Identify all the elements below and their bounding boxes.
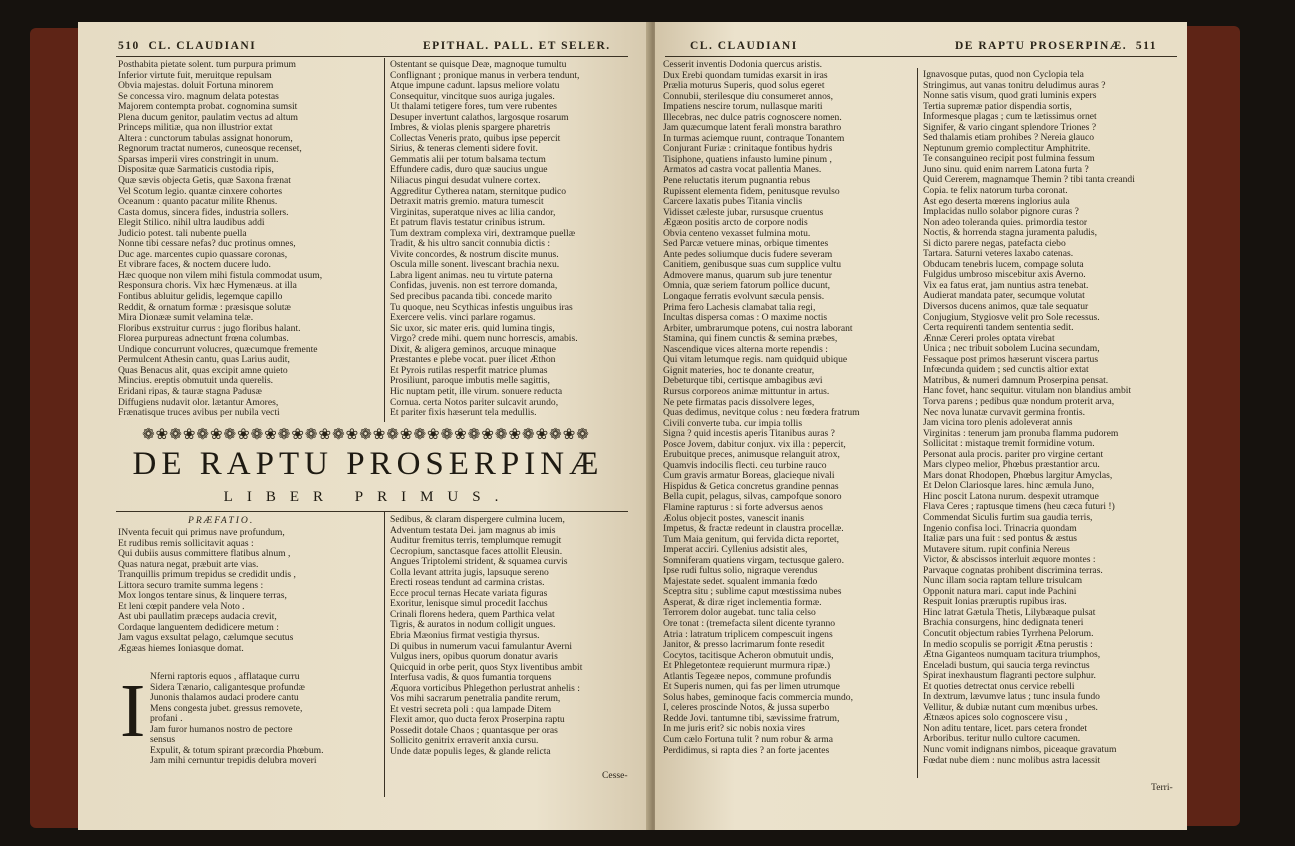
decorative-ornament-band: ❁❀❁❀❁❀❁❀❁❀❁❀❁❀❁❀❁❀❁❀❁❀❁❀❁❀❁❀❁❀❁❀❁: [142, 427, 590, 443]
left-column-divider-top: [384, 58, 385, 422]
verse-line: Enceladi bustum, qui saucia terga revinctus: [923, 659, 1090, 671]
verse-line: Signa ? quid incestis aperis Titanibus auras ?: [663, 428, 835, 440]
verse-line: Jam furor humanos nostro de pectore: [150, 723, 293, 735]
verse-line: Omnia, quæ seriem fatorum pollice ducunt,: [663, 280, 831, 292]
verse-line: Vix ea fatus erat, jam nuntius astra tenebat.: [923, 279, 1089, 291]
verse-line: Infœcunda quidem ; sed cunctis altior extat: [923, 364, 1089, 376]
left-column-divider-bottom: [384, 512, 385, 797]
verse-line: Sceptra situ ; sublime caput mœstissima nubes: [663, 586, 842, 598]
verse-line: Sed precibus pacanda tibi. concede marito: [390, 291, 552, 303]
verse-line: Ne pete firmatas pacis dissolvere leges,: [663, 396, 815, 408]
verse-line: Non adeo toleranda quies. primordia testor: [923, 216, 1088, 228]
verse-line: Vivite concordes, & nostrum discite munus.: [390, 248, 559, 260]
verse-line: Respuit Ionias præruptis rupibus iras.: [923, 596, 1067, 608]
verse-line: Ægæon positis arcto de corpore nodis: [663, 217, 808, 229]
verse-line: Ast ego deserta mœrens inglorius aula: [923, 195, 1070, 207]
verse-line: Ipse rudi fultus solio, nigraque verendus: [663, 565, 818, 577]
verse-line: Concutit objectum rabies Tyrrhena Pelorum.: [923, 627, 1094, 639]
verse-line: Prima fero Lachesis clamabat talia regi,: [663, 301, 816, 313]
verse-line: Brachia consurgens, hinc dedignata teneri: [923, 617, 1084, 629]
verse-line: Signifer, & vario cingant splendore Triones ?: [923, 121, 1097, 133]
verse-line: Mutavere situm. rupit confinia Nereus: [923, 543, 1070, 555]
verse-line: Arbiter, umbrarumque potens, cui nostra laborant: [663, 322, 853, 334]
verse-line: Tradit, & his ultro sancit connubia dictis :: [390, 238, 551, 250]
verse-line: Sollicito genitrix erraverit anxia cursu.: [390, 735, 539, 747]
verse-line: Erecti roseas tendunt ad carmina cristas.: [390, 577, 545, 589]
verse-line: Quicquid in orbe perit, quos Styx liventibus ambit: [390, 661, 583, 673]
verse-line: Sparsas imperii vires constringit in unum.: [118, 153, 279, 165]
verse-line: Permulcent Athesin cantu, quas Larius audit,: [118, 354, 290, 366]
verse-line: Mars donat Rhodopen, Phœbus largitur Amyclas,: [923, 469, 1113, 481]
verse-line: Solus habes, geminoque facis commercia mundo,: [663, 691, 853, 703]
verse-line: Nunc illam socia raptam tellure trisulcam: [923, 575, 1083, 587]
verse-line: Ast ubi paullatim præceps audacia crevit,: [118, 611, 277, 623]
verse-line: Virginitas, superatque nives ac lilia candor,: [390, 206, 556, 218]
verse-line: Imperat acciri. Cyllenius adsistit ales,: [663, 544, 808, 556]
verse-line: Hæc quoque non vilem mihi fistula commodat usum,: [118, 269, 323, 281]
verse-line: Copia. te felix natorum turba coronat.: [923, 185, 1068, 197]
verse-line: Prælia moturus Superis, quod solus egeret: [663, 80, 825, 92]
verse-line: Ægæas hiemes Ioniasque domat.: [118, 643, 244, 655]
verse-line: Aggreditur Cytherea natam, sternitque pudico: [390, 185, 567, 197]
verse-line: Possedit dotale Chaos ; quantasque per oras: [390, 724, 558, 736]
right-column-divider: [917, 68, 918, 778]
verse-line: Mox longos tentare sinus, & linquere terras,: [118, 590, 287, 602]
verse-line: Informesque plagas ; cum te lætissimus ornet: [923, 111, 1097, 123]
verse-line: Casta domus, sincera fides, industria sollers.: [118, 206, 289, 218]
verse-line: Cornua. certa Notos pariter sulcavit arundo,: [390, 396, 559, 408]
verse-line: Hispidus & Getica concretus grandine pennas: [663, 480, 839, 492]
verse-line: Vel Scotum legio. quantæ cinxere cohortes: [118, 185, 283, 197]
verse-line: Cocytos, tacitisque Acheron obmutuit undis,: [663, 649, 834, 661]
verse-line: Neptunum gremio complectitur Amphitrite.: [923, 142, 1091, 154]
verse-line: Et vestri secreta poli : qua lampade Ditem: [390, 703, 552, 715]
verse-line: Unica ; nec tribuit sobolem Lucina secundam,: [923, 343, 1100, 355]
verse-line: Nascendique vices alterna morte rependis :: [663, 343, 828, 355]
verse-line: Expulit, & totum spirant præcordia Phœbum.: [150, 744, 324, 756]
verse-line: Asperat, & diræ riget inclementia formæ.: [663, 596, 822, 608]
verse-line: Sidera Tænario, caligantesque profundæ: [150, 681, 305, 693]
verse-line: Auditur fremitus terris, templumque remugit: [390, 535, 562, 547]
right-column-1: [663, 60, 915, 774]
left-page: [78, 22, 650, 830]
left-column-1: [118, 60, 380, 422]
left-catchword: Cesse-: [602, 770, 628, 781]
verse-line: Judicio potest. tali nubente puella: [118, 227, 247, 239]
verse-line: Se concessa viro. magnum delata potestas: [118, 90, 279, 102]
book-cover-edge-right: [1178, 26, 1240, 826]
verse-line: Littora securo tramite summa legens :: [118, 579, 264, 591]
verse-line: Quas natura negat, præbuit arte vias.: [118, 558, 259, 570]
verse-line: Gemmatis alii per totum balsama tectum: [390, 153, 546, 165]
verse-line: Opponit natura mari. caput inde Pachini: [923, 585, 1077, 597]
verse-line: Obducam tenebris lucem, compage soluta: [923, 258, 1084, 270]
verse-line: In medio scopulis se porrigit Ætna perustis :: [923, 638, 1093, 650]
verse-line: Ante pedes soliumque ducis fudere severam: [663, 248, 833, 260]
verse-line: INventa fecuit qui primus nave profundum,: [118, 528, 285, 538]
verse-line: Et vibrare faces, & noctem ducere ludo.: [118, 259, 271, 271]
verse-line: Tranquillis primum trepidus se credidit undis ,: [118, 569, 296, 581]
verse-line: Adventum testata Dei. jam magnus ab imis: [390, 524, 556, 536]
verse-line: Sollicitat : mistaque tremit formidine votum.: [923, 438, 1095, 450]
verse-line: Admovere manus, quarum sub jure tenentur: [663, 269, 832, 281]
verse-line: Præstantes e plebe vocat. puer ilicet Æthon: [390, 354, 556, 366]
right-running-head-author: CL. CLAUDIANI: [690, 40, 798, 52]
verse-line: Et rudibus remis sollicitavit aquas :: [118, 537, 254, 549]
verse-line: Stamina, qui finem cunctis & semina præbes,: [663, 333, 838, 345]
verse-line: Civili converte tuba. cur impia tollis: [663, 417, 803, 429]
verse-line: Ætna Giganteos numquam tacitura triumphos,: [923, 649, 1101, 661]
verse-line: Et Pyrois rutilas resperfit matrice plumas: [390, 364, 548, 376]
verse-line: Conflignant ; pronique manus in verbera tendunt,: [390, 69, 580, 81]
verse-line: Dux Erebi quondam tumidas exarsit in iras: [663, 69, 828, 81]
verse-line: Somniferam quatiens virgam, tectusque galero.: [663, 554, 844, 566]
verse-line: Virginitas : tenerum jam pronuba flamma pudorem: [923, 427, 1119, 439]
verse-line: Quæ sævis objecta Getis, quæ Saxona frænat: [118, 175, 291, 187]
verse-line: Vidisset cælestе jubar, rursusque cruentus: [663, 206, 824, 218]
verse-line: Tertia supremæ patior dispendia sortis,: [923, 100, 1072, 112]
verse-line: Tum Maia genitum, qui fervida dicta reportet,: [663, 533, 840, 545]
verse-line: Ecce procul ternas Hecate variata figuras: [390, 587, 548, 599]
verse-line: Rupissent elementa fidem, penitusque revulso: [663, 185, 840, 197]
verse-line: Tum dextram complexa viri, dextramque puellæ: [390, 227, 576, 239]
verse-line: Armatos ad castra vocat pallentia Manes.: [663, 164, 822, 176]
left-column-4: [390, 515, 640, 765]
verse-line: Dixit, & aligera geminos, arcuque minaque: [390, 343, 556, 355]
verse-line: Unde datæ populis leges, & glande relicta: [390, 746, 551, 758]
verse-line: Responsura choris. Vix hæc Hymenæus. at illa: [118, 280, 297, 292]
verse-line: Conjugium, Stygiosve velit pro Sole recessus.: [923, 311, 1100, 323]
verse-line: Nonne tibi cessare nefas? duc protinus omnes,: [118, 238, 296, 250]
verse-line: Eridani ripas, & tauræ stagna Padusæ: [118, 385, 262, 397]
verse-line: Personat aula procis. pariter pro virgine certant: [923, 448, 1104, 460]
verse-line: Italiæ pars una fuit : sed pontus & æstus: [923, 533, 1078, 545]
title-rule: [116, 511, 628, 512]
verse-line: Exoritur, lenisque simul procedit Iacchus: [390, 598, 548, 610]
verse-line: Florea purpureas adnectunt frœna columbas.: [118, 333, 289, 345]
verse-line: Qui vitam letumque regis. nam quidquid ubique: [663, 354, 848, 366]
verse-line: Janitor, & presso lacrimarum fonte resedit: [663, 639, 825, 651]
right-running-head: [955, 40, 1157, 52]
verse-line: Cecropium, sanctasque faces attollit Eleusin.: [390, 545, 563, 557]
verse-line: Noctis, & horrenda stagna juramenta paludis,: [923, 227, 1097, 239]
verse-line: Certa requirenti tandem sententia sedit.: [923, 322, 1074, 334]
verse-line: Hanc fovet, hanc sequitur. vitulam non blandius ambit: [923, 385, 1132, 397]
verse-line: Ignavosque putas, quod non Cyclopia tela: [923, 70, 1084, 80]
verse-line: Angues Triptolemi strident, & squamea curvis: [390, 556, 568, 568]
verse-line: Flava Ceres ; raptusque timens (heu cæca futuri !): [923, 501, 1115, 513]
verse-line: Ætnæos apices solo cognoscere visu ,: [923, 712, 1068, 724]
verse-line: Perdidimus, si rapta dies ? an forte jacentes: [663, 744, 830, 756]
verse-line: Connubii, sterilesque diu consumeret annos,: [663, 90, 833, 102]
verse-line: Commendat Siculis furtim sua gaudia terris,: [923, 511, 1093, 523]
verse-line: Arboribus. teritur nullo cultore cacumen.: [923, 733, 1081, 745]
verse-line: Crinali florens hedera, quem Parthica velat: [390, 608, 555, 620]
preface-verses: [118, 528, 378, 658]
verse-line: Terrorem dolor augebat. tunc talia celso: [663, 607, 816, 619]
verse-line: Consequitur, vincitque suos auriga jugales.: [390, 90, 555, 102]
right-column-2: [923, 70, 1179, 784]
book-subtitle: LIBER PRIMUS.: [223, 489, 513, 505]
verse-line: Plena ducum genitor, paulatim vectus ad altum: [118, 111, 298, 123]
verse-line: Et Phlegetonteæ requierunt murmura ripæ.): [663, 660, 831, 672]
verse-line: Cum cælo Fortuna tulit ? num robur & arma: [663, 734, 833, 745]
verse-line: Et Delon Clariosque lares. hinc æmula Juno,: [923, 480, 1095, 492]
right-page: [655, 22, 1187, 830]
verse-line: Mars clypeo melior, Phœbus præstantior arcu.: [923, 459, 1100, 471]
verse-line: Mens congesta jubet. gressus removete,: [150, 702, 303, 714]
verse-line: Floribus exstruitur currus : jugo floribus halant.: [118, 322, 301, 334]
verse-line: Imbres, & violas plenis spargere pharetris: [390, 122, 551, 134]
left-running-head-author: CL. CLAUDIANI: [148, 40, 257, 52]
verse-line: Et leni cœpit pandere vela Noto .: [118, 600, 245, 612]
verse-line: Quas Benacus alit, quas excipit amne quieto: [118, 364, 288, 376]
verse-line: Pene reluctatis iterum pugnantia rebus: [663, 175, 811, 187]
verse-line: Nec nova lunatæ curvavit germina frontis.: [923, 406, 1085, 418]
verse-line: Torva parens ; pedibus quæ nondum proterit arva,: [923, 395, 1115, 407]
verse-line: Longaque ferratis evolvunt sæcula pensis.: [663, 291, 825, 303]
verse-line: Frænatisque truces avibus per nubila vecti: [118, 407, 280, 419]
verse-line: Æquora vorticibus Phlegethon perlustrat anhelis :: [390, 682, 580, 694]
verse-line: Detraxit matris gremio. matura tumescit: [390, 196, 544, 208]
verse-line: Ingenio confisa loci. Trinacria quondam: [923, 522, 1077, 534]
verse-line: Majorem contempta probat. cognomina sumsit: [118, 101, 298, 113]
verse-line: Flexit amor, quo ducta ferox Proserpina raptu: [390, 714, 565, 726]
verse-line: Oscula mille sonent. livescant brachia nexu.: [390, 259, 560, 271]
verse-line: Hic nuptam petit, ille virum. sonuere reducta: [390, 385, 563, 397]
verse-line: Hinc poscit Latona nurum. despexit utramque: [923, 490, 1099, 502]
verse-line: Nferni raptoris equos , afflataque curru: [150, 672, 300, 682]
verse-line: Diversos ducens animos, quæ tale sequatur: [923, 301, 1089, 313]
verse-line: Sedibus, & claram dispergere culmina lucem,: [390, 515, 565, 525]
verse-line: Redde Jovi. tantumne tibi, sævissime fratrum,: [663, 712, 840, 724]
verse-line: Quamvis indocilis flecti. ceu turbine rauco: [663, 459, 827, 471]
verse-line: Vulgus iners, opibus quorum donatur avaris: [390, 651, 558, 663]
book-title: DE RAPTU PROSERPINÆ: [132, 446, 604, 482]
verse-line: Impatiens nescire torum, nullasque mariti: [663, 101, 823, 113]
verse-line: Jam vagus exsultat pelago, cælumque secutus: [118, 632, 294, 644]
verse-line: Gignit materies, hoc te donante creatur,: [663, 364, 815, 376]
verse-line: Rursus corporeos animæ mittuntur in artus.: [663, 385, 830, 397]
verse-line: Si dicto parere negas, patefacta ciebo: [923, 237, 1066, 249]
verse-line: sensus: [150, 734, 176, 746]
verse-line: Exercere velis. vinci parlare rogamus.: [390, 312, 536, 324]
verse-line: Carcere laxatis pubes Titania vinclis: [663, 196, 803, 208]
verse-line: Cum gravis armatur Boreas, glacieque nivali: [663, 470, 835, 482]
verse-line: Canitiem, genibusque suas cum supplice vultu: [663, 259, 841, 271]
verse-line: Cordaque languentem dedidicere metum :: [118, 621, 279, 633]
verse-line: Erubuitque preces, animusque relanguit atrox,: [663, 449, 840, 461]
verse-line: Spirat inexhaustum flagranti pectore sulphur.: [923, 670, 1096, 682]
verse-line: Æolus objecit postes, vanescit inanis: [663, 512, 804, 524]
verse-line: Regnorum tractat numeros, cuneosque recenset,: [118, 143, 302, 155]
drop-cap: I: [120, 669, 146, 753]
verse-line: Ostentant se quisque Deæ, magnoque tumultu: [390, 60, 567, 70]
verse-line: Jam vicina toro plenis adoleverat annis: [923, 417, 1073, 429]
verse-line: Labra ligent animas. neu tu virtute paterna: [390, 269, 553, 281]
verse-line: Sed thalamis etiam prohibes ? Nereia glauco: [923, 132, 1095, 144]
verse-line: Fulgidus umbroso miscebitur axis Averno.: [923, 269, 1086, 281]
verse-line: Fontibus abluitur gelidis, legemque capillo: [118, 291, 283, 303]
verse-line: Matribus, & numeri damnum Proserpina pensat.: [923, 374, 1109, 386]
verse-line: In dextrum, lævumve latus ; tunc insula fundo: [923, 691, 1100, 703]
verse-line: Ebria Mæonius firmat vestigia thyrsus.: [390, 630, 540, 642]
verse-line: Elegit Stilico. nihil ultra laudibus addi: [118, 217, 265, 229]
verse-line: Quas dedimus, nevitque colus : neu fœdera fratrum: [663, 407, 860, 419]
left-running-head: [118, 40, 256, 52]
verse-line: Sed Parcæ vetuere minas, orbique timentes: [663, 238, 829, 250]
verse-line: Niliacus pingui desudat vulnere cortex.: [390, 175, 541, 187]
left-page-number: 510: [118, 40, 140, 52]
verse-line: Collectas Veneris prato, quibus ipse pepercit: [390, 132, 561, 144]
verse-line: Posce Jovem, dabitur conjux. vix illa : pepercit,: [663, 438, 846, 450]
verse-line: Stringimus, aut vanas tonitru deludimus auras ?: [923, 79, 1106, 91]
verse-line: Quid Cererem, magnamque Themin ? tibi tanta creandi: [923, 174, 1135, 186]
verse-line: Et patrum flavis testatur crinibus istrum.: [390, 217, 546, 229]
verse-line: Tisiphone, quatiens infausto lumine pinum ,: [663, 153, 832, 165]
verse-line: Jam quæcumque latent feralì monstra barathro: [663, 122, 842, 134]
verse-line: Altera : cunctorum tabulas assignat honorum,: [118, 132, 293, 144]
verse-line: Vellitur, & dubiæ nutant cum mœnibus urbes.: [923, 701, 1098, 713]
verse-line: Atque impune cadunt. lapsus meliore volatu: [390, 80, 560, 92]
verse-line: Desuper invertunt calathos, largosque rosarum: [390, 111, 569, 123]
verse-line: Dispositæ quæ Sarmaticis custodia ripis,: [118, 164, 274, 176]
verse-line: Atlantis Tegeæe nepos, commune profundis: [663, 670, 832, 682]
verse-line: Interfusa vadis, & quos fumantia torquens: [390, 672, 552, 684]
verse-line: Virgo? crede mihi. quem nunc horrescis, amabis.: [390, 333, 578, 345]
verse-line: Tartara. Saturni veteres laxabo catenas.: [923, 248, 1074, 260]
verse-line: Jam mihi cernuntur trepidis delubra moveri: [150, 755, 317, 767]
verse-line: Posthabita pietate solent. tum purpura primum: [118, 60, 296, 70]
preface-heading: PRÆFATIO.: [188, 515, 255, 526]
verse-line: Nunc vomit indignans nimbos, piceaque gravatum: [923, 744, 1117, 755]
verse-line: Qui dubiis ausus committere flatibus alnum ,: [118, 548, 291, 560]
verse-line: Princeps militiæ, qua non illustrior extat: [118, 122, 273, 134]
verse-line: Fœdat nube diem : nunc molibus astra lacessit: [923, 754, 1101, 766]
verse-line: Vos mihi sacrarum penetralia pandite rerum,: [390, 693, 561, 705]
verse-line: Debeturque tibi, certisque ambagibus ævi: [663, 375, 823, 387]
verse-line: Prosiliunt, paroque imbutis melle sagittis,: [390, 375, 550, 387]
verse-line: Effundere cadis, duro quæ saucius ungue: [390, 164, 548, 176]
right-running-head-title: DE RAPTU PROSERPINÆ.: [955, 40, 1128, 52]
book-opening-verses: [150, 672, 380, 770]
verse-line: I, celeres proscinde Notos, & jussa superbo: [663, 702, 830, 714]
verse-line: Flamine rapturus : si forte adversus aenos: [663, 501, 823, 513]
verse-line: Et quoties detrectat onus cervice rebelli: [923, 680, 1075, 692]
verse-line: Sirius, & teneras clementi sidere fovit.: [390, 143, 538, 155]
verse-line: Parvaque cognatas prohibent discrimina terras.: [923, 564, 1103, 576]
verse-line: Bella cupit, pelagus, silvas, campofque sonoro: [663, 491, 842, 503]
verse-line: Majestate sedet. squalent immania fœdo: [663, 575, 818, 587]
verse-line: Reddit, & ornatum formæ : præsisque solutæ: [118, 301, 291, 313]
verse-line: Colla levant attrita jugis, lapsuque sereno: [390, 566, 549, 578]
verse-line: Ænnæ Cereri proles optata virebat: [923, 332, 1055, 344]
left-running-head-title: EPITHAL. PALL. ET SELER.: [423, 40, 611, 52]
verse-line: Di quibus in numerum vacui famulantur Averni: [390, 640, 573, 652]
right-head-rule: [665, 56, 1177, 57]
verse-line: Tu quoque, neu Scythicas infestis unguibus iras: [390, 301, 573, 313]
verse-line: Impetus, & fractæ redeunt in claustra procellæ.: [663, 523, 844, 535]
right-catchword: Terri-: [1151, 782, 1173, 793]
verse-line: Illecebras, nec dulce patris cognoscere nomen.: [663, 111, 842, 123]
verse-line: Non aditu tentare, licet. pars cetera frondet: [923, 722, 1088, 734]
verse-line: In turmas aciemque ruunt, contraque Tonantem: [663, 132, 845, 144]
verse-line: Nonne satis visum, quod grati luminis expers: [923, 90, 1097, 102]
verse-line: profani .: [150, 713, 183, 725]
verse-line: Diffugiens nudavit olor. lætantur Amores,: [118, 396, 279, 408]
verse-line: Junonis thalamos audaci prodere cantu: [150, 692, 299, 704]
verse-line: Incultas dispersa comas : O maxime noctis: [663, 312, 828, 324]
verse-line: Undique concurrunt volucres, quæcumque fremente: [118, 343, 318, 355]
verse-line: Victor, & abscissos interluit æquore montes :: [923, 554, 1096, 566]
verse-line: Cesserit inventis Dodonia quercus aristis.: [663, 60, 823, 70]
verse-line: Obvia centeno vexasset fulmina motu.: [663, 227, 811, 239]
verse-line: Ut thalami tetigere fores, tum vere rubentes: [390, 101, 558, 113]
verse-line: Fessaque post primos hæserunt viscera partus: [923, 353, 1099, 365]
right-page-number: 511: [1135, 40, 1158, 52]
verse-line: Te consanguineo recipit post fulmina fessum: [923, 153, 1095, 165]
verse-line: Et Superis numen, qui fas per limen utrumque: [663, 681, 840, 693]
verse-line: Duc age. marcentes cupio quassare coronas,: [118, 248, 288, 260]
verse-line: Oceanum : quanto pacatur milite Rhenus.: [118, 196, 278, 208]
verse-line: Et pariter fixis hæserunt tela medullis.: [390, 407, 537, 419]
left-column-2: [390, 60, 640, 422]
verse-line: Hinc latrat Gætula Thetis, Lilybæaque pulsat: [923, 606, 1096, 618]
verse-line: Confidas, juvenis. non est terrore domanda,: [390, 280, 558, 292]
verse-line: Mincius. ereptis obmutuit unda querelis.: [118, 375, 274, 387]
verse-line: Juno sinu. quid enim narrem Latona furta ?: [923, 163, 1089, 175]
verse-line: Mira Dionææ sumit velamina telæ.: [118, 312, 254, 324]
verse-line: Obvia majestas. doluit Fortuna minorem: [118, 80, 274, 92]
verse-line: Implacidas nullo solabor pignore curas ?: [923, 206, 1079, 218]
verse-line: Conjurant Furiæ : crinitaque fontibus hydris: [663, 143, 833, 155]
verse-line: Audierat mandata pater, secumque volutat: [923, 290, 1085, 302]
verse-line: Ore tonat : (tremefacta silent dicente tyranno: [663, 617, 836, 629]
verse-line: In me juris erit? sic nobis noxia vires: [663, 723, 806, 735]
verse-line: Atria : latratum triplicem compescuit ingens: [663, 628, 833, 640]
verse-line: Tigris, & auratos in nodum colligit ungues.: [390, 619, 556, 631]
left-head-rule: [116, 56, 628, 57]
verse-line: Sic uxor, sic mater eris. quid lumina tingis,: [390, 322, 555, 334]
verse-line: Inferior virtute fuit, meruitque repulsam: [118, 69, 272, 81]
